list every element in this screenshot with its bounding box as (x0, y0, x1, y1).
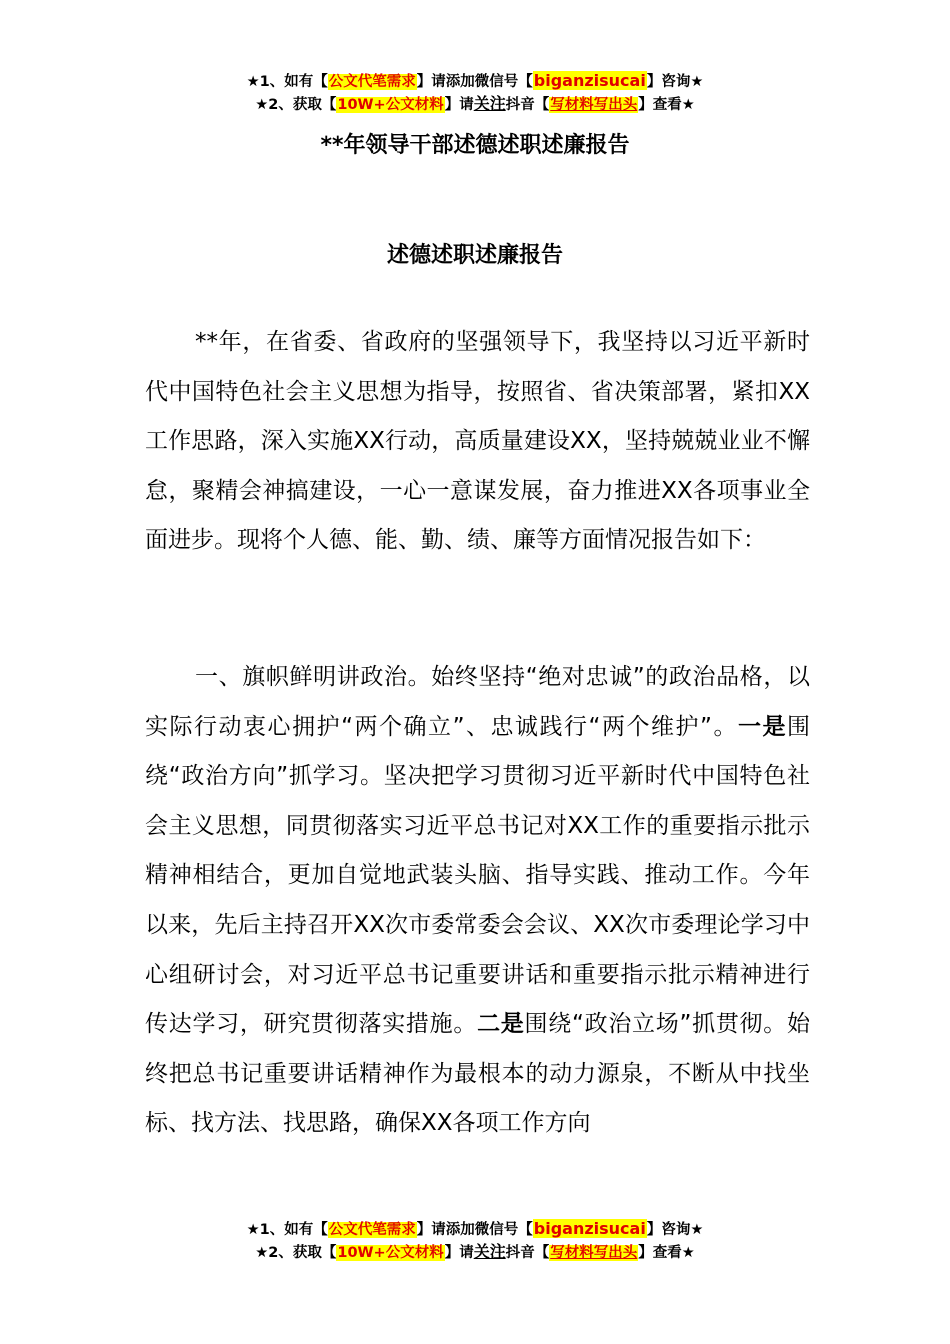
paragraph-politics (145, 653, 810, 1149)
promo-highlight-service: 公文代笔需求 (328, 74, 416, 90)
paragraph-intro-text: **年，在省委、省政府的坚强领导下，我坚持以习近平新时代中国特色社会主义思想为指导，按照省、省决策部署，紧扣XX工作思路，深入实施XX行动，高质量建设XX，坚持兢兢业业不懈怠，聚精会神搞建设，一心一意谋发展，奋力推进XX各项事业全面进步。现将个人德、能、勤、绩、廉等方面情况报告如下： (145, 329, 810, 554)
document-title: **年领导干部述德述职述廉报告 (320, 133, 630, 158)
bold-marker-first: 一是 (737, 713, 787, 740)
bottom-promo-banner (0, 1218, 950, 1264)
promo-highlight-wechat: biganzisucai (533, 71, 646, 90)
promo-highlight-wechat: biganzisucai (533, 1219, 646, 1238)
promo-line-2: ★2、获取【10W+公文材料】请关注抖音【写材料写出头】查看★ (255, 1242, 695, 1261)
promo-line-1: ★1、如有【公文代笔需求】请添加微信号【biganzisucai】咨询★ (246, 1219, 704, 1238)
promo-line-2: ★2、获取【10W+公文材料】请关注抖音【写材料写出头】查看★ (255, 94, 695, 113)
promo-highlight-materials: 10W+公文材料 (337, 97, 444, 113)
promo-highlight-douyin: 写材料写出头 (550, 1245, 638, 1261)
top-promo-banner (0, 70, 950, 116)
bold-marker-second: 二是 (477, 1011, 525, 1038)
promo-line-1: ★1、如有【公文代笔需求】请添加微信号【biganzisucai】咨询★ (246, 71, 704, 90)
promo-highlight-materials: 10W+公文材料 (337, 1245, 444, 1261)
promo-highlight-service: 公文代笔需求 (328, 1222, 416, 1238)
promo-highlight-douyin: 写材料写出头 (550, 97, 638, 113)
report-subtitle: 述德述职述廉报告 (386, 243, 563, 268)
paragraph-politics-text: 一、旗帜鲜明讲政治。始终坚持“绝对忠诚”的政治品格，以实际行动衷心拥护“两个确立”、忠诚践行“两个维护”。一是围绕“政治方向”抓学习。坚决把学习贯彻习近平新时代中国特色社会主义思想，同贯彻落实习近平总书记对XX工作的重要指示批示精神相结合，更加自觉地武装头脑、指导实践、推动工作。今年以来，先后主持召开XX次市委常委会会议、XX次市委理论学习中心组研讨会，对习近平总书记重要讲话和重要指示批示精神进行传达学习，研究贯彻落实措施。二是围绕“政治立场”抓贯彻。始终把总书记重要讲话精神作为最根本的动力源泉，不断从中找坐标、找方法、找思路，确保XX各项工作方向 (145, 664, 811, 1137)
paragraph-intro (145, 318, 810, 566)
